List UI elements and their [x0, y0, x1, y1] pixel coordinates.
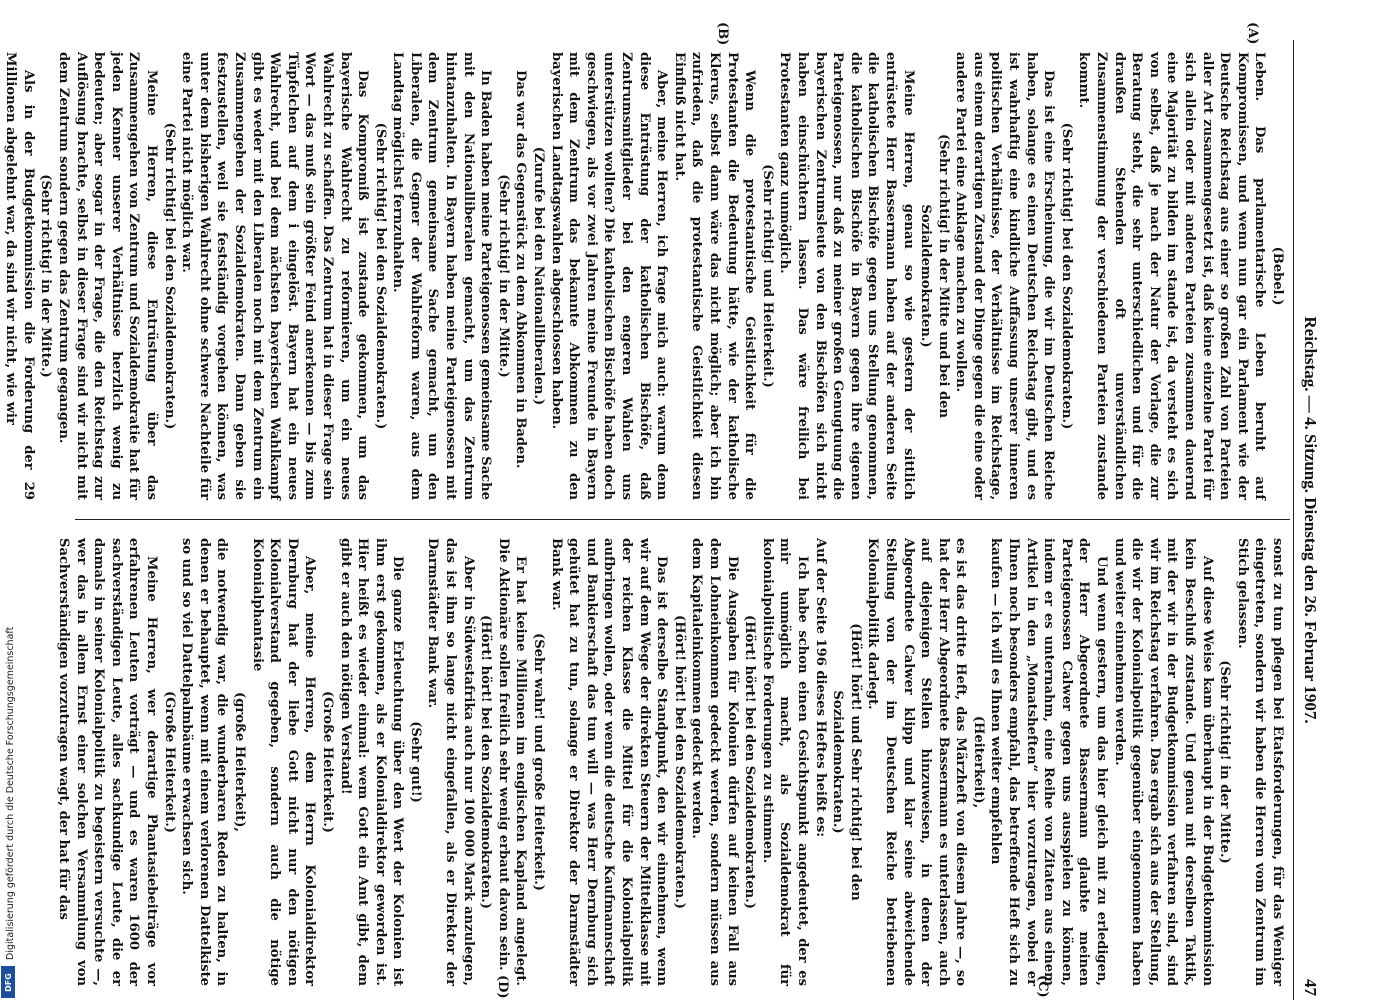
reaction: (Sehr gut!)	[407, 721, 423, 803]
quotation: Ich habe schon einen Gesichtspunkt angedeutet, der es mir unmöglich macht, als Sozialdemokrat für kolonialpolitische Forderungen zu stimmen.	[759, 538, 810, 986]
margin-marker-b: (B)	[715, 22, 730, 46]
reaction: (Sehr richtig! in der Mitte.)	[1217, 660, 1233, 864]
paragraph: Die ganze Erleuchtung über den Wert der Kolonien ist ihm erst gekommen, als er Kolonialdirektor geworden ist. Hier heißt es wieder einmal: wem Gott ein Amt gibt, dem gibt er auch den nötigen Verstand!	[337, 538, 406, 986]
quotation: Die Ausgaben für Kolonien dürfen auf keinen Fall aus dem Lohneinkommen gedeckt werden, sondern müssen aus dem Kapitaleinkommen gedeckt werden.	[689, 538, 740, 986]
dfg-logo-icon: DFG	[1, 966, 15, 998]
paragraph: Leben. Das parlamentarische Leben beruht auf Kompromissen, und wenn nun gar ein Parlament wie der Deutsche Reichstag aus einer so großen Zahl von Parteien aller Art zusammengesetzt ist, daß keine einzelne Partei für sich allein oder mit anderen Parteien zusammen dauernd eine Majorität zu bilden im stande ist, da versteht es sich von selbst, daß je nach der Natur der Vorlage, die zur Beratung steht, die sehr unterschiedlichen und für die draußen Stehenden oft unverständlichen Zusammenstimmung der verschiedenen Parteien zustande kommt.	[1076, 52, 1268, 500]
paragraph: Das Kompromiß ist zustande gekommen, um das bayerische Wahlrecht zu reformieren, um ein neues Wahlrecht zu schaffen. Das Zentrum hat in dieser Frage sein Wort — das muß sein größter Feind anerkennen — bis zum Tüpfelchen auf dem i eingelöst. Bayern hat ein neues Wahlrecht, und bei dem nächsten bayerischen Wahlkampf gibt es weder mit den Liberalen noch mit dem Zentrum ein Zusammengehen der Sozialdemokraten. Dann geben sie festzustellen, weil sie festständig vorgehen können, was unter dem bisherigen Wahlrecht ohne schwere Nachteile für eine Partei nicht möglich war.	[179, 52, 371, 500]
credit-text: Digitalisierung gefördert durch die Deutsche Forschungsgemeinschaft	[5, 626, 16, 960]
paragraph: Auf der Seite 196 dieses Heftes heißt es:	[812, 538, 828, 838]
reaction: (Hört! hört! und Sehr richtig! bei den Sozialdemokraten.)	[830, 623, 863, 901]
reaction: (Hört! hört! bei den Sozialdemokraten.)	[742, 615, 758, 909]
reaction: (Heiterkeit),	[970, 715, 986, 809]
page-header	[1296, 40, 1320, 1000]
paragraph: Aber in Südwestafrika auch nur 100 000 Mark anzulegen, das ist ihm so lange nicht eingefallen, als er Direktor der Darmstädter Bank war.	[425, 538, 476, 986]
left-column	[2, 52, 1286, 500]
paragraph: Aber, meine Herren, ich frage mich auch: warum denn diese Entrüstung der katholischen Bischöfe, daß Zentrumsmitglieder bei den engeren Wahlen uns unterstützen wollten? Die katholischen Bischöfe haben doch geschwiegen, als vor zwei Jahren meine Freunde in Bayern mit dem Zentrum das bekannte Abkommen zu den bayerischen Landtagswahlen abgeschlossen haben.	[548, 52, 670, 500]
margin-marker-d: (D)	[495, 975, 510, 999]
reaction: (Sehr wahr! und große Heiterkeit.)	[531, 633, 547, 891]
reaction: (Hört! hört! bei den Sozialdemokraten.)	[671, 615, 687, 909]
paragraph: Das ist eine Erscheinung, die wir im Deutschen Reiche haben, solange es einen Deutschen Reichstag gibt, und es ist wahrhaftig eine kindliche Auffassung unserer inneren politischen Verhältnisse, der Verhältnisse im Reichstage, aus einem derartigen Zustand der Dinge gegen die eine oder andere Partei eine Anklage machen zu wollen.	[953, 52, 1057, 500]
column-divider	[75, 519, 1290, 520]
paragraph: die notwendig war, die wunderbaren Reden zu halten, in denen er behauptet, wenn mit einem verlorenen Dattelkiste so und so viel Dattelpalmbäume erwachsen sich.	[179, 538, 230, 986]
reaction: (Sehr richtig! in der Mitte.)	[495, 174, 511, 378]
reaction: (Große Heiterkeit.)	[319, 691, 335, 833]
paragraph: es ist das dritte Heft, das Märzheft von diesem Jahre —, so hat der Herr Abgeordnete Bassermann es unterlassen, auch auf diejenigen Stellen hinzuweisen, in denen der Abgeordnete Calwer klipp und klar seine abweichende Stellung von der im Deutschen Reiche betriebenen Kolonialpolitik darlegt.	[865, 538, 969, 986]
paragraph: Meine Herren, genau so wie gestern der sittlich entrüstete Herr Bassermann haben auf der anderen Seite die katholischen Bischöfe gegen uns Stellung genommen, die katholischen Bischöfe in Bayern gegen ihre eigenen Parteigenossen, nur daß zu meiner großen Genugtuung die bayerischen Zentrumsleute von den Bischöfen sich nicht haben einschüchtern lassen. Das wäre freilich bei Protestanten ganz unmöglich.	[777, 52, 916, 500]
reaction: (Sehr richtig! und Heiterkeit.)	[759, 164, 775, 388]
margin-marker-c: (C)	[1035, 975, 1050, 998]
reaction: (Zurufe bei den Nationalliberalen.)	[531, 146, 547, 406]
reaction: (Hört! hört! bei den Sozialdemokraten.)	[478, 615, 494, 909]
running-title: Reichstag. — 4. Sitzung. Dienstag den 26. Februar 1907.	[1301, 316, 1320, 724]
reaction: (Sehr richtig! in der Mitte.)	[38, 174, 54, 378]
paragraph: Meine Herren, diese Entrüstung über das Zusammengehen von Zentrum und Sozialdemokratie hat für jeden Kenner unserer Verhältnisse herzlich wenig zu bedeuten; aber sogar in der Frage, die den Reichstag zur Auflösung brachte, selbst in dieser Frage sind wir nicht mit dem Zentrum sondern gegen das Zentrum gegangen.	[56, 52, 159, 500]
paragraph: Auf diese Weise kam überhaupt in der Budgetkommission kein Beschluß zustande. Und genau mit derselben Taktik, mit der wir in der Budgetkommission verfahren sind, sind wir im Reichstag verfahren. Das ergab sich aus der Stellung, die wir der Kolonialpolitik gegenüber eingenommen haben und weiter einnehmen werden.	[1111, 538, 1215, 986]
margin-marker-a: (A)	[1245, 22, 1260, 45]
header-rule	[1293, 40, 1294, 1000]
reaction: (Große Heiterkeit.)	[161, 691, 177, 833]
right-column	[54, 538, 1286, 986]
reaction: (große Heiterkeit),	[231, 692, 247, 832]
paragraph: Und wenn gestern, um das hier gleich mit zu erledigen, der Herr Abgeordnete Bassermann glaubte meinen Parteigenossen Calwer gegen uns ausspielen zu können, indem er es unternahm, eine Reihe von Zitaten aus einem Artikel in den „Monatsheften“ hier vorzutragen, wobei er Ihnen noch besonders empfahl, das betreffende Heft sich zu kaufen — ich will es Ihnen weiter empfehlen	[988, 538, 1110, 986]
paragraph: sonst zu tun pflegen bei Etatsforderungen, für das Weniger eingetreten, sondern wir haben die Herren vom Zentrum im Stich gelassen.	[1234, 538, 1285, 986]
paragraph: Wenn die protestantische Geistlichkeit für die Protestanten die Bedeutung hätte, wie der katholische Klerus, selbst dann wäre das nicht möglich; aber ich bin zufrieden, daß die protestantische Geistlichkeit diesen Einfluß nicht hat.	[671, 52, 758, 500]
paragraph: Meine Herren, wer derartige Phantasiebeiträge vor erfahrenen Leuten vorträgt — und es waren 1600 der sachverständigen Leute, alles sachkundige Leute, die er damals in seiner Kolonialpolitik zu begeistern versuchte —, wer das in allem Ernst einer solchen Versammlung von Sachverständigen vorzutragen wagt, der hat für das	[56, 538, 159, 986]
paragraph: Aber, meine Herren, dem Herrn Kolonialdirektor Dernburg hat der liebe Gott nicht nur den nötigen Kolonialverstand gegeben, sondern auch die nötige Kolonialphantasie	[249, 538, 318, 986]
paragraph: Als in der Budgetkommission die Forderung der 29 Millionen abgelehnt war, da sind wir nicht, wie wir	[3, 52, 36, 500]
reaction: (Sehr richtig! bei den Sozialdemokraten.)	[1058, 122, 1074, 430]
reaction: (Sehr richtig! bei den Sozialdemokraten.)	[372, 122, 388, 430]
paragraph: In Baden haben meine Parteigenossen gemeinsame Sache mit den Nationalliberalen gemacht, um das Zentrum hintanzuhalten. In Bayern haben meine Parteigenossen mit dem Zentrum gemeinsame Sache gemacht, um den Liberalen, die Gegner der Wahlreform waren, aus dem Landtag möglichst fernzuhalten.	[390, 52, 494, 500]
paragraph: Er hat keine Millionen im englischen Kapland angelegt. Die Aktionäre sollen freilich sehr wenig erbaut davon sein.	[495, 538, 529, 986]
reaction: (Sehr richtig! bei den Sozialdemokraten.)	[161, 122, 177, 430]
paragraph: Das ist derselbe Standpunkt, den wir einnehmen, wenn wir auf dem Wege der direkten Steuern der Mittelklasse mit der reichen Klasse die Mittel für die Kolonialpolitik aufbringen wollen, oder wenn die deutsche Kaufmannschaft und Bankierschaft das tun will — was Herr Dernburg sich gehütet hat zu tun, solange er Direktor der Darmstädter Bank war.	[548, 538, 670, 986]
page-number: 47	[1301, 979, 1320, 996]
speaker-label: (Bebel.)	[1270, 246, 1285, 306]
paragraph: Das war das Gegenstück zu dem Abkommen in Baden.	[513, 70, 529, 469]
reaction: (Sehr richtig! in der Mitte und bei den Sozialdemokraten.)	[918, 133, 951, 419]
